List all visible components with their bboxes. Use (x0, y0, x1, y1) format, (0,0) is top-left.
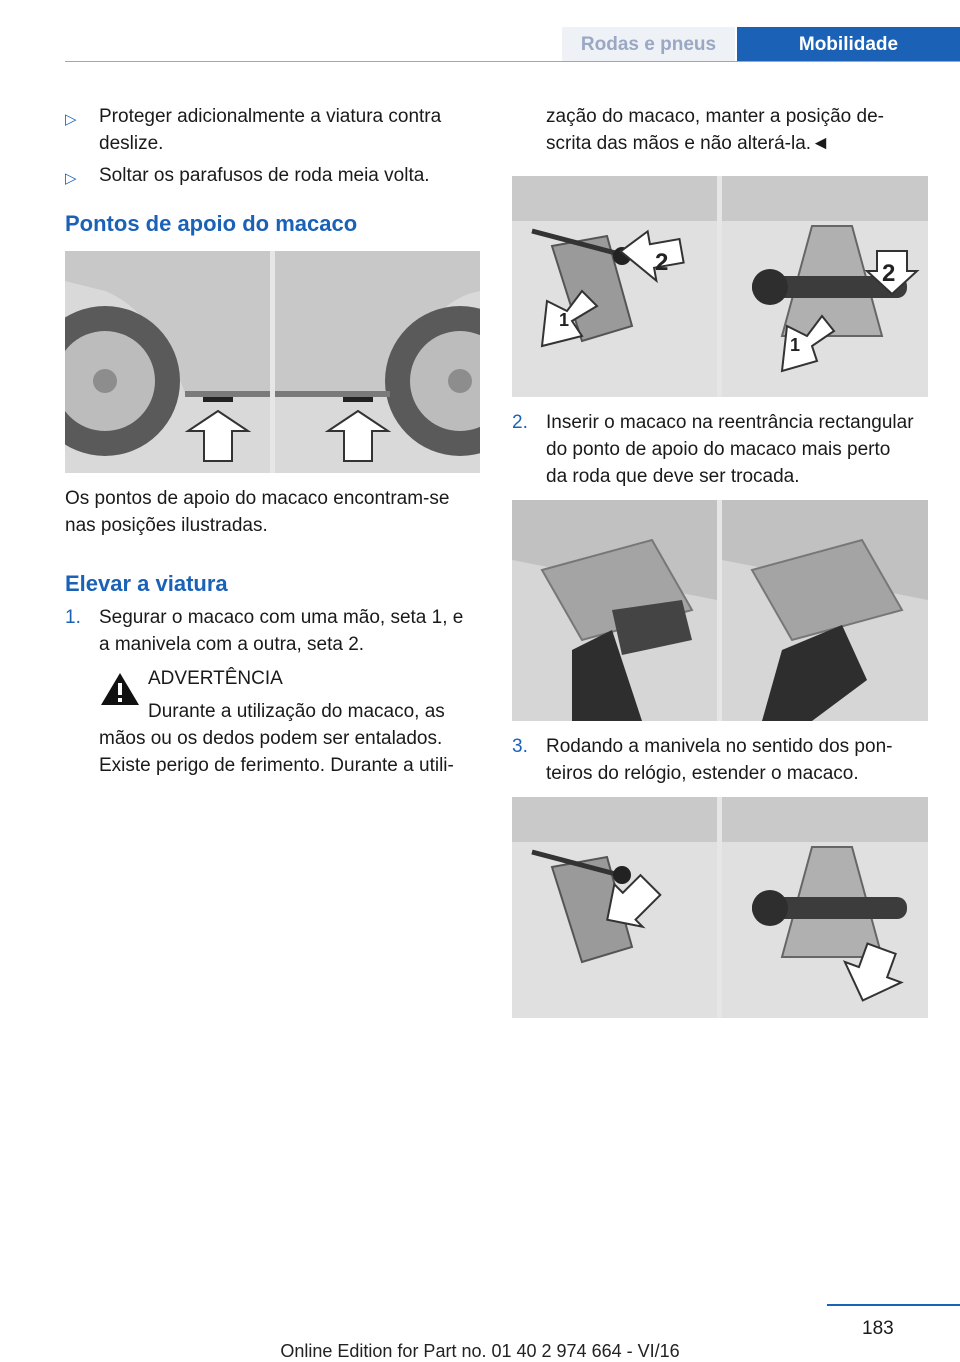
jack-points-text-line2: nas posições ilustradas. (65, 515, 268, 536)
step-1-number: 1. (65, 607, 81, 628)
bullet-icon: ▷ (65, 170, 77, 187)
warning-line1: Durante a utilização do macaco, as (148, 701, 445, 722)
step-3-line1: Rodando a manivela no sentido dos pon- (546, 736, 893, 757)
step-2-line3: da roda que deve ser trocada. (546, 466, 800, 487)
jack-insert-figure (512, 500, 928, 721)
jack-hold-figure (512, 176, 928, 397)
warning-cont-line2: scrita das mãos e não alterá-la.◄ (546, 133, 830, 154)
header-section-tab[interactable]: Rodas e pneus (562, 27, 735, 62)
step-3-line2: teiros do relógio, estender o macaco. (546, 763, 859, 784)
bullet-icon: ▷ (65, 111, 77, 128)
header-chapter-tab[interactable]: Mobilidade (737, 27, 960, 62)
bullet-2-line1: Soltar os parafusos de roda meia volta. (99, 165, 430, 186)
fig1-label-c: 2 (882, 260, 896, 287)
step-3-number: 3. (512, 736, 528, 757)
step-1-line2: a manivela com a outra, seta 2. (99, 634, 365, 655)
jack-points-text-line1: Os pontos de apoio do macaco encontram-se (65, 488, 450, 509)
heading-raise-vehicle: Elevar a viatura (65, 571, 228, 596)
header-divider (65, 61, 960, 62)
warning-title: ADVERTÊNCIA (148, 668, 283, 689)
page-number: 183 (862, 1318, 894, 1339)
step-2-number: 2. (512, 412, 528, 433)
step-2-line1: Inserir o macaco na reentrância rectangular (546, 412, 914, 433)
warning-line3: Existe perigo de ferimento. Durante a utili- (99, 755, 454, 776)
bullet-1-line2: deslize. (99, 133, 164, 154)
heading-jack-points: Pontos de apoio do macaco (65, 211, 358, 236)
fig1-label-a: 2 (655, 249, 669, 276)
fig1-label-b: 1 (559, 310, 570, 330)
step-1-line1: Segurar o macaco com uma mão, seta 1, e (99, 607, 464, 628)
bullet-1-line1: Proteger adicionalmente a viatura contra (99, 106, 442, 127)
warning-line2: mãos ou os dedos podem ser entalados. (99, 728, 443, 749)
jack-points-figure (65, 251, 480, 473)
footer-divider (827, 1304, 960, 1306)
warning-cont-line1: zação do macaco, manter a posição de- (546, 106, 884, 127)
step-2-line2: do ponto de apoio do macaco mais perto (546, 439, 891, 460)
warning-icon (99, 671, 141, 707)
fig1-label-d: 1 (790, 335, 801, 355)
jack-extend-figure (512, 797, 928, 1018)
footer-edition: Online Edition for Part no. 01 40 2 974 664 - VI/16 (280, 1341, 680, 1361)
